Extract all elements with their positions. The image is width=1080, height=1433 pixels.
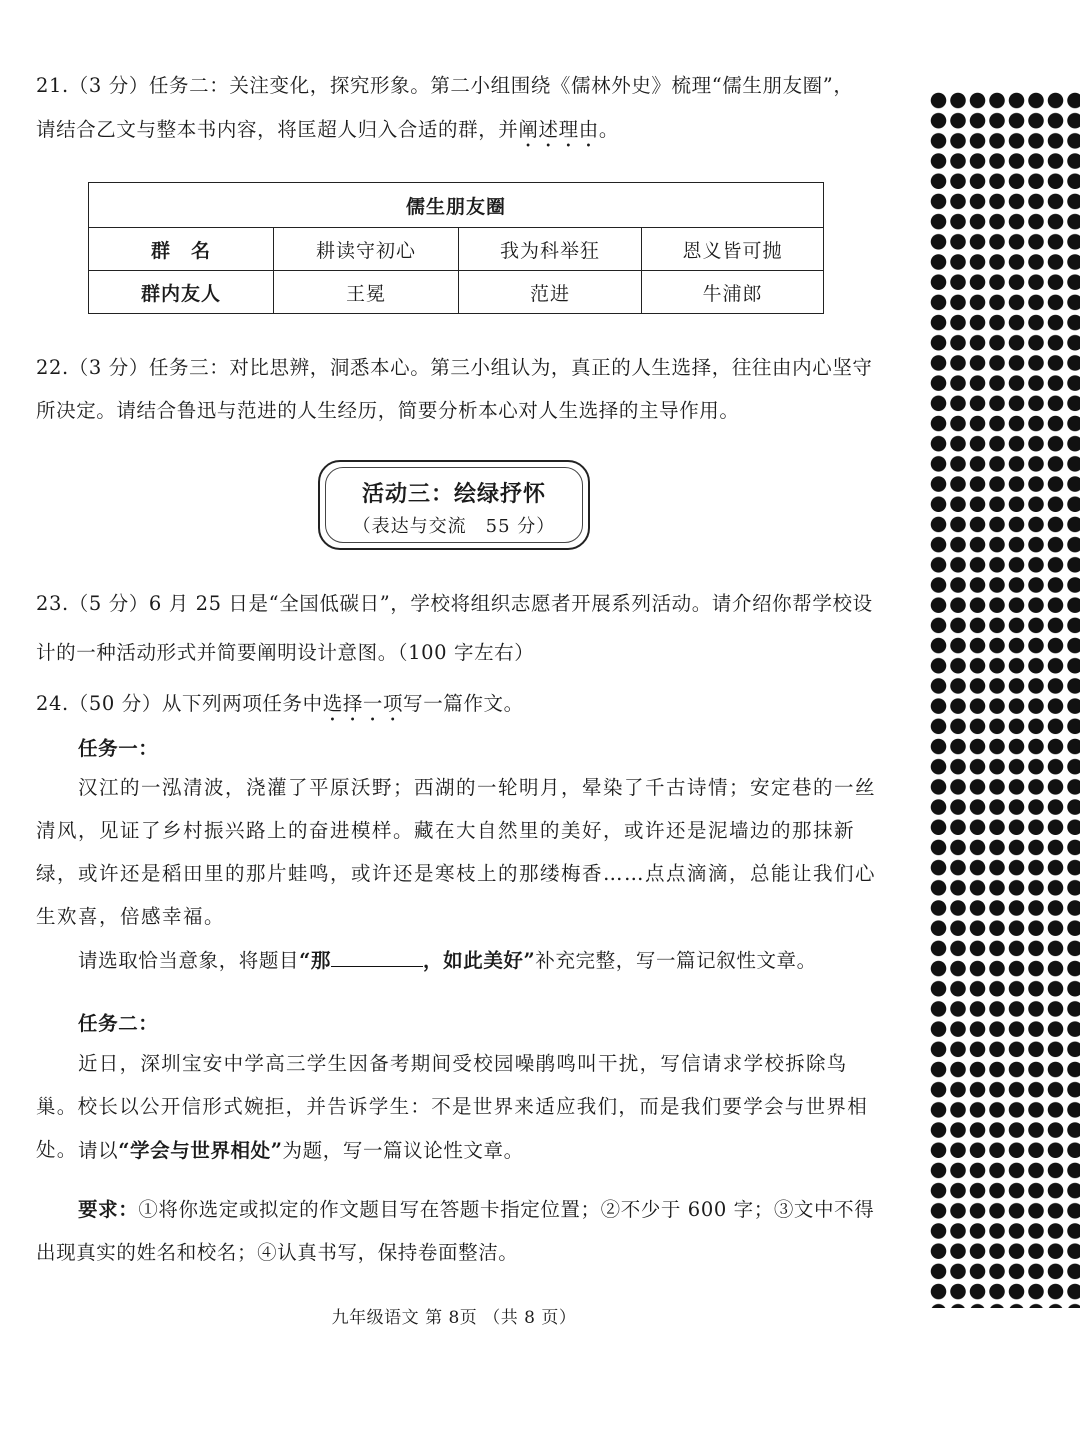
task1-requirement [78, 945, 817, 973]
table-cell: 牛浦郎 [642, 271, 824, 314]
table-cell: 群内友人 [89, 271, 274, 314]
q24-intro [36, 688, 524, 726]
task1-text: 汉江的一泓清波，浇灌了平原沃野；西湖的一轮明月，晕染了千古诗情；安定巷的一丝清风，见证了乡村振兴路上的奋进模样。藏在大自然里的美好，或许还是泥墙边的那抹新绿，或许还是稻田里的那片蛙鸣，或许还是寒枝上的那缕梅香……点点滴滴，总能让我们心生欢喜，倍感幸福。 [36, 776, 877, 928]
table-title-row [89, 183, 824, 228]
q23-line-2: 计的一种活动形式并简要阐明设计意图。（100 字左右） [36, 641, 535, 664]
table-cell: 群 名 [89, 228, 274, 271]
q23-line-1: 23.（5 分）6 月 25 日是“全国低碳日”，学校将组织志愿者开展系列活动。请介绍你帮学校设 [36, 592, 873, 615]
q22-text: 22.（3 分）任务三：对比思辨，洞悉本心。第三小组认为，真正的人生选择，往往由内心坚守所决定。请结合鲁迅与范进的人生经历，简要分析本心对人生选择的主导作用。 [36, 356, 873, 422]
friends-table [88, 182, 824, 314]
task2-req-after: 为题，写一篇议论性文章。 [282, 1139, 524, 1162]
task2-text: 近日，深圳宝安中学高三学生因备考期间受校园噪鹃鸣叫干扰，写信请求学校拆除鸟巢。校长以公开信形式婉拒，并告诉学生：不是世界来适应我们，而是我们要学会与世界相处。 [36, 1052, 869, 1161]
table-cell: 范进 [459, 271, 642, 314]
banner-title: 活动三：绘绿抒怀 [361, 481, 546, 507]
banner-subtitle: （表达与交流 55 分） [352, 516, 556, 537]
table-cell: 王冕 [274, 271, 459, 314]
task1-topic-start: “那 [299, 949, 332, 972]
page-footer: 九年级语文 第 8页 （共 8 页） [331, 1308, 577, 1328]
task2-requirement [78, 1135, 524, 1163]
requirements-text: ①将你选定或拟定的作文题目写在答题卡指定位置；②不少于 600 字；③文中不得出现真实的姓名和校名；④认真书写，保持卷面整洁。 [36, 1198, 875, 1264]
task1-label: 任务一： [78, 737, 159, 760]
task1-topic-end: ，如此美好” [423, 949, 536, 972]
table-row [89, 271, 824, 314]
q21-line-2 [36, 114, 619, 152]
activity-banner [318, 460, 590, 550]
requirements-label: 要求： [78, 1198, 139, 1221]
requirements [36, 1188, 876, 1274]
topic-blank-line [331, 950, 423, 967]
q21-line-2-after: 。 [598, 118, 619, 141]
q21-line-1: 21.（3 分）任务二：关注变化，探究形象。第二小组围绕《儒林外史》梳理“儒生朋友圈”， [36, 74, 854, 97]
q21-line-2-before: 请结合乙文与整本书内容，将匡超人归入合适的群，并 [36, 118, 519, 141]
binding-dot-grid [930, 92, 1080, 1308]
task2-req-before: 请以 [78, 1139, 119, 1162]
table-title: 儒生朋友圈 [89, 183, 824, 228]
q24-intro-before: 24.（50 分）从下列两项任务中 [36, 692, 323, 715]
task2-topic: “学会与世界相处” [118, 1139, 283, 1162]
q24-emphasis: 选择一项 [322, 692, 404, 715]
table-cell: 耕读守初心 [274, 228, 459, 271]
table-cell: 恩义皆可抛 [642, 228, 824, 271]
task1-req-before: 请选取恰当意象，将题目 [78, 949, 300, 972]
table-cell: 我为科举狂 [459, 228, 642, 271]
q21-emphasis: 阐述理由 [518, 118, 599, 141]
task1-req-after: 补充完整，写一篇记叙性文章。 [535, 949, 817, 972]
q24-intro-after: 写一篇作文。 [403, 692, 524, 715]
table-row [89, 228, 824, 271]
task2-label: 任务二： [78, 1012, 159, 1035]
